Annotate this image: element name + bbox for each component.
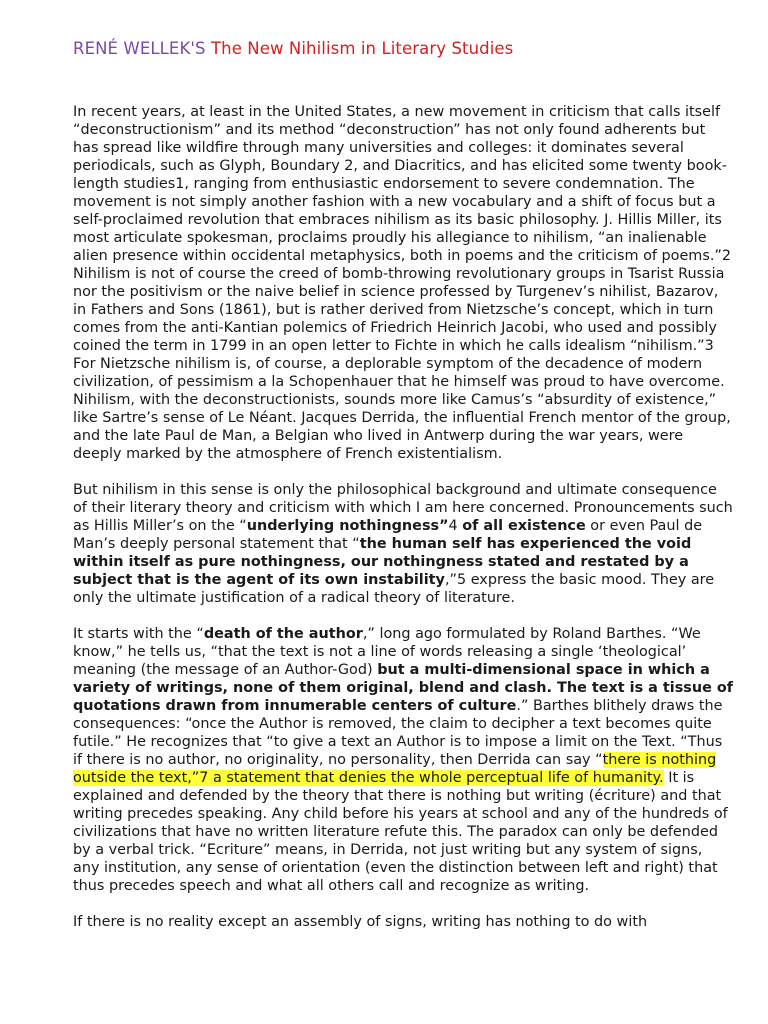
document-title: [73, 39, 513, 58]
p3-highlight: there is nothing outside the text,”7 a statement that denies the whole perceptual life of humanity.: [73, 752, 717, 786]
title-author: RENÉ WELLEK'S: [73, 39, 206, 58]
p2-text-2: 4: [448, 518, 463, 534]
paragraph-2: [73, 481, 733, 607]
p2-text-3: or even Paul de Man’s deeply personal statement that “: [73, 518, 703, 552]
p2-bold-3: the human self has experienced the void within itself as pure nothingness, our nothingness stated and restated by a subject that is the agent of its own instability: [73, 536, 692, 588]
title-work: The New Nihilism in Literary Studies: [210, 39, 514, 58]
p3-bold-1: death of the author: [203, 626, 363, 642]
p2-bold-2: of all existence: [462, 518, 586, 534]
p3-text-4: It is explained and defended by the theory that there is nothing but writing (écriture) and that writing precedes speaking. Any child before his years at school and any of the hundreds of civilizations that have no written literature refute this. The paradox can only be defended by a verbal trick. “Ecriture” means, in Derrida, not just writing but any system of signs, any institution, any sense of orientation (even the distinction between left and right) that thus precedes speech and what all others call and recognize as writing.: [73, 770, 728, 894]
p3-text-2: ,” long ago formulated by Roland Barthes. “We know,” he tells us, “that the text is not a line of words releasing a single ‘theological’ meaning (the message of an Author-God): [73, 626, 701, 678]
paragraph-1: In recent years, at least in the United States, a new movement in criticism that calls itself “deconstructionism” and its method “deconstruction” has not only found adherents but has spread like wildfire through many universities and colleges: it dominates several periodicals, such as Glyph, Boundary 2, and Diacritics, and has elicited some twenty book-length studies1, ranging from enthusiastic endorsement to severe condemnation. The movement is not simply another fashion with a new vocabulary and a shift of focus but a self-proclaimed revolution that embraces nihilism as its basic philosophy. J. Hillis Miller, its most articulate spokesman, proclaims proudly his allegiance to nihilism, “an inalienable alien presence within occidental metaphysics, both in poems and the criticism of poems.”2 Nihilism is not of course the creed of bomb-throwing revolutionary groups in Tsarist Russia nor the positivism or the naive belief in science professed by Turgenev’s nihilist, Bazarov, in Fathers and Sons (1861), but is rather derived from Nietzsche’s concept, which in turn comes from the anti-Kantian polemics of Friedrich Heinrich Jacobi, who used and possibly coined the term in 1799 in an open letter to Fichte in which he calls idealism “nihilism.”3 For Nietzsche nihilism is, of course, a deplorable symptom of the decadence of modern civilization, of pessimism a la Schopenhauer that he himself was proud to have overcome. Nihilism, with the deconstructionists, sounds more like Camus’s “absurdity of existence,” like Sartre’s sense of Le Néant. Jacques Derrida, the influential French mentor of the group, and the late Paul de Man, a Belgian who lived in Antwerp during the war years, were deeply marked by the atmosphere of French existentialism.: [73, 104, 732, 462]
p3-bold-2: but a multi-dimensional space in which a variety of writings, none of them original, blend and clash. The text is a tissue of quotations drawn from innumerable centers of culture: [73, 662, 733, 714]
paragraph-3: [73, 625, 733, 895]
paragraph-4: If there is no reality except an assembly of signs, writing has nothing to do with: [73, 914, 648, 930]
document-body: [73, 103, 733, 949]
p2-bold-1: underlying nothingness”: [246, 518, 449, 534]
p3-text-3: .” Barthes blithely draws the consequences: “once the Author is removed, the claim to decipher a text becomes quite futile.” He recognizes that “to give a text an Author is to impose a limit on the Text. “Thus if there is no author, no originality, no personality, then Derrida can say “: [73, 698, 723, 768]
p2-text-4: ,”5 express the basic mood. They are only the ultimate justification of a radical theory of literature.: [73, 572, 715, 606]
p2-text-1: But nihilism in this sense is only the philosophical background and ultimate consequence of their literary theory and criticism with which I am here concerned. Pronouncements such as Hillis Miller’s on the “: [73, 482, 733, 534]
p3-text-1: It starts with the “: [73, 626, 204, 642]
